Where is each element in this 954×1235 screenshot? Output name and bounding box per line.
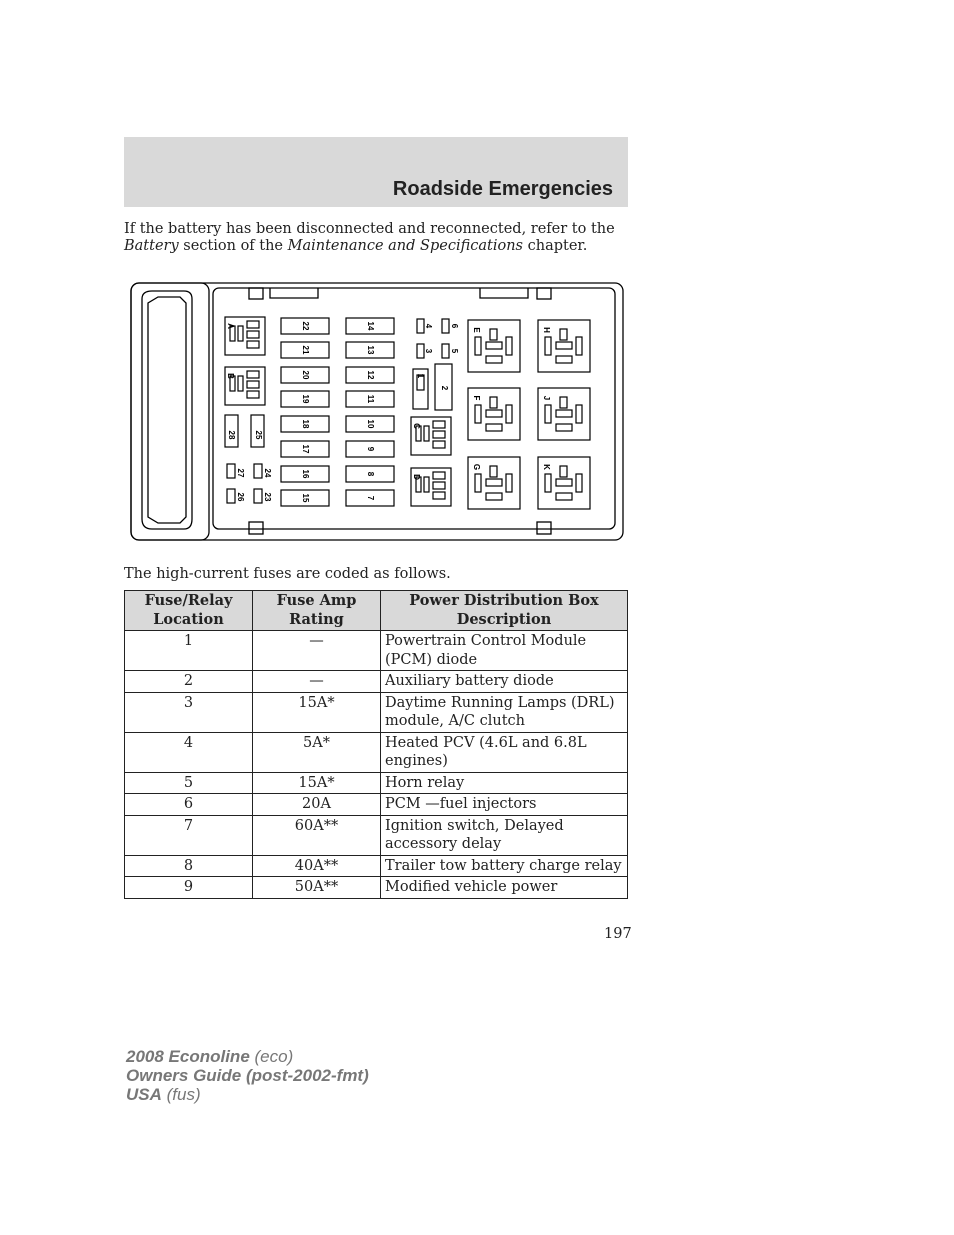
relay-pin — [556, 356, 572, 363]
relay-pin — [238, 326, 243, 341]
fuse-label: 4 — [423, 323, 433, 329]
relay-pin — [486, 424, 502, 431]
relay-pin — [556, 479, 572, 486]
intro-text-1: If the battery has been disconnected and reconnected, refer to the — [124, 221, 615, 237]
cell-amp-rating: 5A* — [253, 732, 381, 772]
relay-pin — [545, 474, 551, 492]
footer-line-1: 2008 Econoline (eco) — [126, 1047, 294, 1066]
intro-paragraph — [124, 221, 634, 255]
table-row — [125, 855, 628, 877]
relay-pin — [238, 376, 243, 391]
cell-description: Modified vehicle power — [381, 877, 628, 899]
footer-line-2: Owners Guide (post-2002-fmt) — [126, 1066, 369, 1085]
fuse-label: 9 — [365, 446, 375, 452]
relay-label: F — [471, 395, 481, 401]
relay-pin — [486, 342, 502, 349]
cell-location: 9 — [125, 877, 253, 899]
fuse-label: 18 — [300, 419, 310, 429]
mini-fuse — [254, 489, 262, 503]
relay-pin — [247, 321, 259, 328]
relay-label: C — [411, 423, 421, 429]
relay-pin — [490, 329, 497, 340]
relay-pin — [506, 474, 512, 492]
mini-fuse — [417, 344, 424, 358]
table-row — [125, 877, 628, 899]
relay-pin — [556, 410, 572, 417]
table-row — [125, 732, 628, 772]
relay-label: J — [541, 395, 551, 401]
mini-fuse — [417, 319, 424, 333]
relay-pin — [433, 441, 445, 448]
fuse-label: 11 — [365, 394, 375, 404]
relay-label: K — [541, 464, 551, 470]
relay-pin — [576, 474, 582, 492]
relay-pin — [475, 474, 481, 492]
relay-label: B — [225, 373, 235, 379]
cell-location: 1 — [125, 631, 253, 671]
relay-pin — [486, 493, 502, 500]
relay-pin — [560, 397, 567, 408]
cell-location: 6 — [125, 794, 253, 816]
relay-pin — [247, 381, 259, 388]
relay-label: E — [471, 327, 481, 333]
table-row — [125, 772, 628, 794]
chapter-reference: Maintenance and Specifications — [287, 238, 523, 254]
cell-amp-rating: — — [253, 631, 381, 671]
fuse-table — [124, 590, 628, 899]
mini-fuse — [442, 319, 449, 333]
fuse-label: 2 — [439, 385, 449, 391]
fuse-label: 14 — [365, 321, 375, 331]
cell-description: Trailer tow battery charge relay — [381, 855, 628, 877]
fuse-label: 27 — [235, 468, 245, 478]
relay-pin — [433, 472, 445, 479]
relay-pin — [247, 331, 259, 338]
relay-pin — [506, 337, 512, 355]
fuse-label: 16 — [300, 469, 310, 479]
header-description: Power Distribution Box Description — [381, 591, 628, 631]
cell-amp-rating: 20A — [253, 794, 381, 816]
cell-description: Auxiliary battery diode — [381, 671, 628, 693]
table-header-row — [125, 591, 628, 631]
relay-pin — [247, 371, 259, 378]
table-row — [125, 815, 628, 855]
relay-pin — [486, 479, 502, 486]
fuse-label: 5 — [449, 348, 459, 354]
cell-location: 2 — [125, 671, 253, 693]
fuse-label: 17 — [300, 444, 310, 454]
cell-amp-rating: 40A** — [253, 855, 381, 877]
section-header — [124, 137, 628, 207]
relay-pin — [576, 405, 582, 423]
relay-pin — [433, 482, 445, 489]
table-row — [125, 794, 628, 816]
page-number: 197 — [604, 926, 632, 942]
cell-location: 8 — [125, 855, 253, 877]
relay-label: H — [541, 327, 551, 333]
fuse-label: 13 — [365, 345, 375, 355]
relay-pin — [247, 391, 259, 398]
cell-amp-rating: — — [253, 671, 381, 693]
relay-pin — [433, 431, 445, 438]
cell-description: PCM —fuel injectors — [381, 794, 628, 816]
footer-line-3: USA (fus) — [126, 1085, 201, 1104]
relay-pin — [560, 466, 567, 477]
fuse-label: 8 — [365, 471, 375, 477]
cell-description: Ignition switch, Delayed accessory delay — [381, 815, 628, 855]
relay-pin — [486, 410, 502, 417]
cell-location: 4 — [125, 732, 253, 772]
table-row — [125, 671, 628, 693]
battery-reference: Battery — [124, 238, 179, 254]
mini-fuse — [227, 464, 235, 478]
cell-amp-rating: 60A** — [253, 815, 381, 855]
relay-pin — [424, 477, 429, 492]
relay-pin — [560, 329, 567, 340]
cell-description: Heated PCV (4.6L and 6.8L engines) — [381, 732, 628, 772]
relay-label: A — [225, 323, 235, 329]
cell-amp-rating: 50A** — [253, 877, 381, 899]
cell-amp-rating: 15A* — [253, 772, 381, 794]
fuse-label: 3 — [423, 348, 433, 354]
fuse-label: 1 — [415, 373, 425, 379]
relay-pin — [545, 337, 551, 355]
relay-pin — [475, 337, 481, 355]
header-location: Fuse/Relay Location — [125, 591, 253, 631]
fuse-label: 22 — [300, 321, 310, 331]
fuse-label: 6 — [449, 323, 459, 329]
relay-pin — [433, 492, 445, 499]
relay-pin — [475, 405, 481, 423]
mini-fuse — [442, 344, 449, 358]
relay-pin — [486, 356, 502, 363]
relay-label: D — [411, 474, 421, 480]
cell-location: 7 — [125, 815, 253, 855]
fuse-label: 10 — [365, 419, 375, 429]
fuse-label: 25 — [253, 430, 263, 440]
fuse-label: 28 — [226, 430, 236, 440]
relay-label: G — [471, 463, 481, 471]
fuse-label: 26 — [235, 492, 245, 502]
cell-description: Daytime Running Lamps (DRL) module, A/C clutch — [381, 692, 628, 732]
relay-pin — [556, 424, 572, 431]
relay-pin — [490, 466, 497, 477]
relay-pin — [506, 405, 512, 423]
intro-text-2: section of the — [178, 238, 288, 254]
relay-pin — [556, 493, 572, 500]
fuse-label: 24 — [262, 468, 272, 478]
mini-fuse — [254, 464, 262, 478]
cell-location: 5 — [125, 772, 253, 794]
fuse-label: 20 — [300, 370, 310, 380]
table-row — [125, 631, 628, 671]
relay-pin — [576, 337, 582, 355]
table-intro: The high-current fuses are coded as follows. — [124, 566, 451, 582]
document-footer — [126, 1047, 369, 1104]
intro-text-3: chapter. — [523, 238, 588, 254]
fuse-label: 21 — [300, 345, 310, 355]
header-amp-rating: Fuse Amp Rating — [253, 591, 381, 631]
relay-pin — [247, 341, 259, 348]
relay-pin — [433, 421, 445, 428]
cell-location: 3 — [125, 692, 253, 732]
relay-pin — [545, 405, 551, 423]
cell-amp-rating: 15A* — [253, 692, 381, 732]
mini-fuse — [227, 489, 235, 503]
cell-description: Horn relay — [381, 772, 628, 794]
table-row — [125, 692, 628, 732]
fuse-label: 15 — [300, 493, 310, 503]
cell-description: Powertrain Control Module (PCM) diode — [381, 631, 628, 671]
fuse-label: 7 — [365, 495, 375, 501]
section-title: Roadside Emergencies — [392, 178, 613, 200]
fuse-label: 19 — [300, 394, 310, 404]
relay-pin — [490, 397, 497, 408]
relay-pin — [424, 426, 429, 441]
fuse-label: 23 — [262, 492, 272, 502]
power-distribution-box-diagram — [130, 281, 624, 543]
fuse-label: 12 — [365, 370, 375, 380]
relay-pin — [556, 342, 572, 349]
